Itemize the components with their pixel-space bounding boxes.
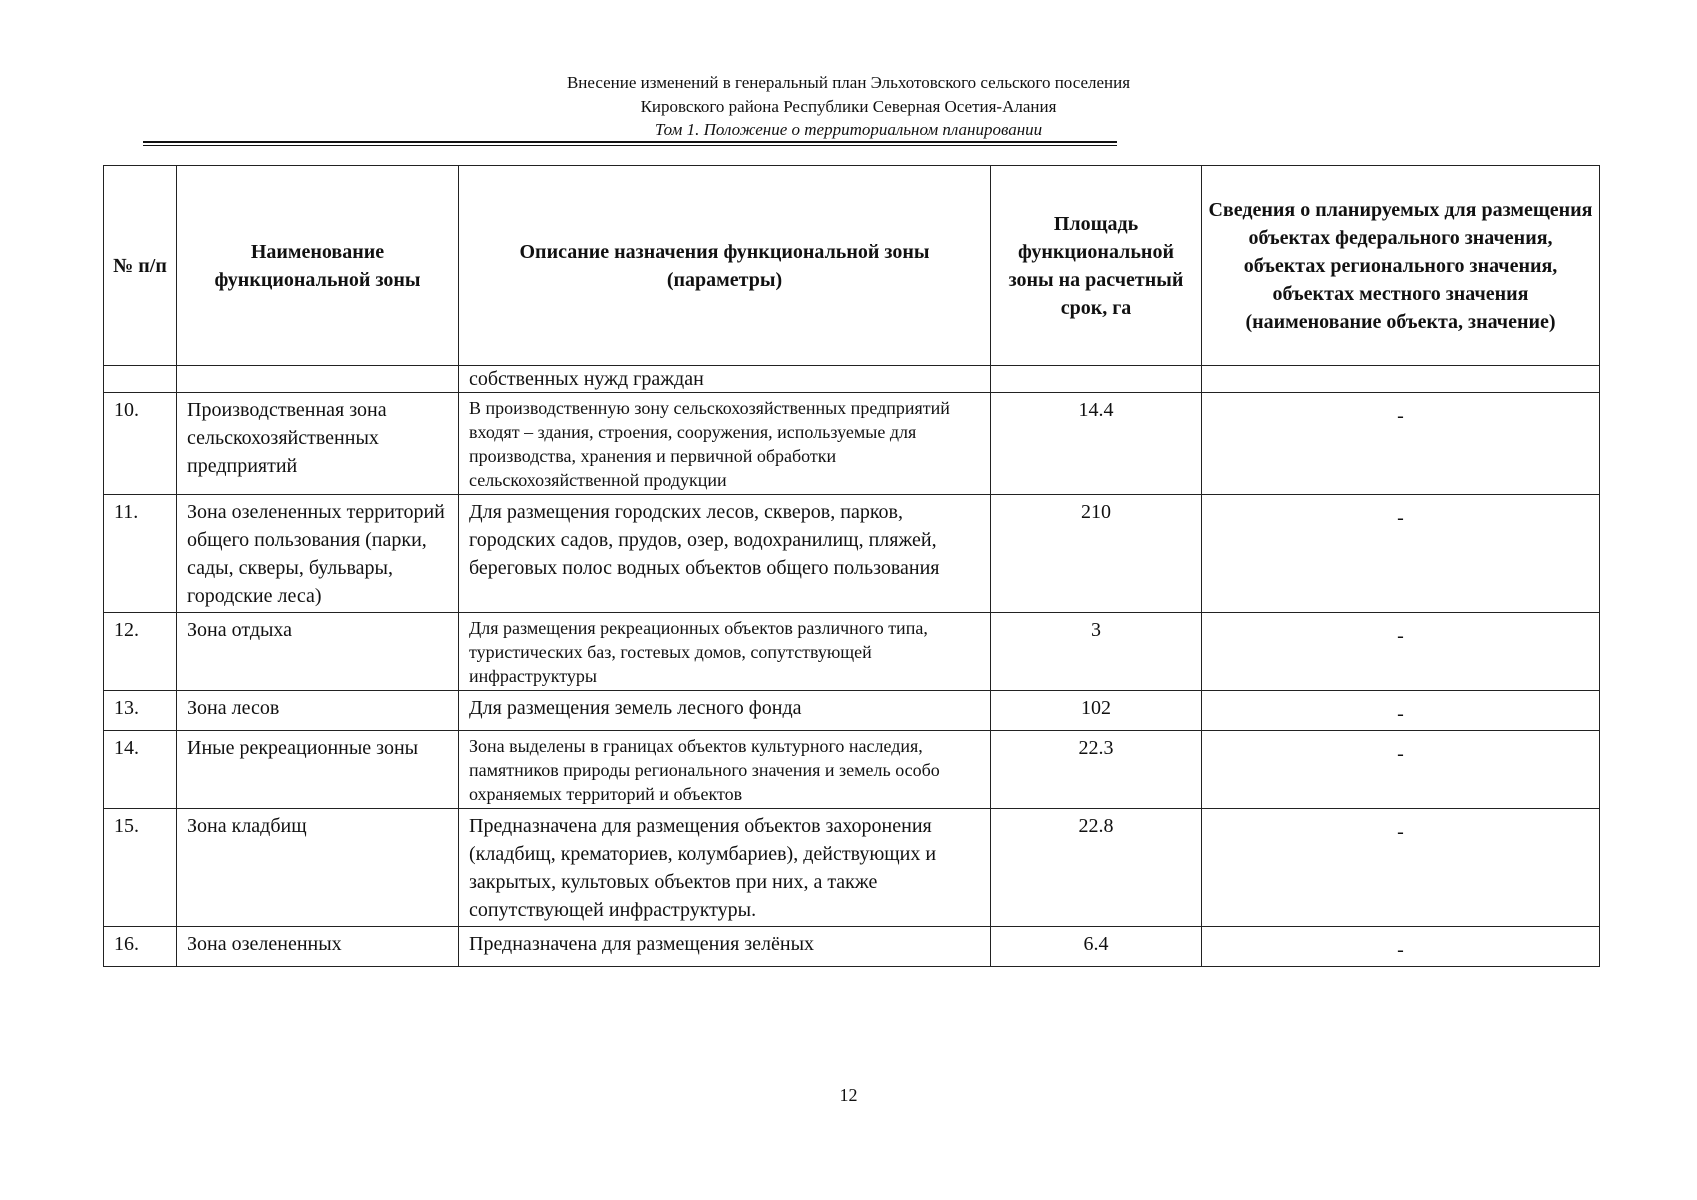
info-value: -: [1397, 743, 1404, 765]
cell-name: Иные рекреационные зоны: [177, 731, 459, 809]
cell-info: [1202, 393, 1600, 495]
info-value: -: [1397, 507, 1404, 529]
cell-num: 10.: [104, 393, 177, 495]
cell-name: Зона лесов: [177, 691, 459, 731]
info-value: -: [1397, 939, 1404, 961]
cell-info: [1202, 366, 1600, 393]
info-value: -: [1397, 703, 1404, 725]
cell-description: Для размещения городских лесов, скверов, парков, городских садов, прудов, озер, водохранилищ, пляжей, береговых полос водных объектов общего пользования: [459, 495, 991, 613]
header-rule-thick: [143, 141, 1117, 143]
header-rule-thin: [143, 145, 1117, 146]
table-row: [104, 809, 1600, 927]
cell-info: [1202, 691, 1600, 731]
page-number: 12: [839, 1085, 858, 1105]
table-row: [104, 613, 1600, 691]
column-header-num: № п/п: [104, 166, 177, 366]
cell-num: 13.: [104, 691, 177, 731]
cell-name: Зона озелененных: [177, 927, 459, 967]
cell-description: Для размещения земель лесного фонда: [459, 691, 991, 731]
cell-description: Предназначена для размещения зелёных: [459, 927, 991, 967]
info-value: -: [1397, 821, 1404, 843]
cell-num: 11.: [104, 495, 177, 613]
cell-info: [1202, 809, 1600, 927]
cell-name: [177, 366, 459, 393]
cell-num: 15.: [104, 809, 177, 927]
column-header-info: Сведения о планируемых для размещения объектах федерального значения, объектах регионального значения, объектах местного значения (наименование объекта, значение): [1202, 166, 1600, 366]
cell-info: [1202, 613, 1600, 691]
cell-name: Зона озелененных территорий общего пользования (парки, сады, скверы, бульвары, городские леса): [177, 495, 459, 613]
column-header-description: Описание назначения функциональной зоны (параметры): [459, 166, 991, 366]
table-row: [104, 393, 1600, 495]
cell-name: Производственная зона сельскохозяйственных предприятий: [177, 393, 459, 495]
table-header-row: [104, 166, 1600, 366]
cell-description: Для размещения рекреационных объектов различного типа, туристических баз, гостевых домов, сопутствующей инфраструктуры: [459, 613, 991, 691]
document-header-line-3: [0, 119, 1697, 141]
table-row: [104, 691, 1600, 731]
info-value: -: [1397, 405, 1404, 427]
cell-area: 3: [991, 613, 1202, 691]
cell-area: 6.4: [991, 927, 1202, 967]
cell-info: [1202, 927, 1600, 967]
table-row: [104, 495, 1600, 613]
cell-name: Зона кладбищ: [177, 809, 459, 927]
column-header-name: Наименование функциональной зоны: [177, 166, 459, 366]
cell-area: 22.3: [991, 731, 1202, 809]
cell-description: собственных нужд граждан: [459, 366, 991, 393]
cell-description: В производственную зону сельскохозяйственных предприятий входят – здания, строения, сооружения, используемые для производства, хранения и первичной обработки сельскохозяйственной продукции: [459, 393, 991, 495]
cell-area: 210: [991, 495, 1202, 613]
cell-area: 102: [991, 691, 1202, 731]
info-value: -: [1397, 625, 1404, 647]
cell-num: 14.: [104, 731, 177, 809]
cell-area: 22.8: [991, 809, 1202, 927]
cell-name: Зона отдыха: [177, 613, 459, 691]
cell-info: [1202, 731, 1600, 809]
volume-title: Том 1. Положение о территориальном планировании: [654, 120, 1043, 139]
cell-description: Предназначена для размещения объектов захоронения (кладбищ, крематориев, колумбариев), действующих и закрытых, культовых объектов при них, а также сопутствующей инфраструктуры.: [459, 809, 991, 927]
cell-num: [104, 366, 177, 393]
cell-num: 12.: [104, 613, 177, 691]
column-header-area: Площадь функциональной зоны на расчетный срок, га: [991, 166, 1202, 366]
cell-description: Зона выделены в границах объектов культурного наследия, памятников природы регионального значения и земель особо охраняемых территорий и объектов: [459, 731, 991, 809]
document-header-line-1: Внесение изменений в генеральный план Эльхотовского сельского поселения: [566, 73, 1131, 92]
table-row: [104, 927, 1600, 967]
table-row-continuation: [104, 366, 1600, 393]
cell-num: 16.: [104, 927, 177, 967]
cell-info: [1202, 495, 1600, 613]
cell-area: [991, 366, 1202, 393]
functional-zones-table: [103, 165, 1600, 967]
table-row: [104, 731, 1600, 809]
cell-area: 14.4: [991, 393, 1202, 495]
document-header-line-2: Кировского района Республики Северная Осетия-Алания: [640, 97, 1057, 116]
